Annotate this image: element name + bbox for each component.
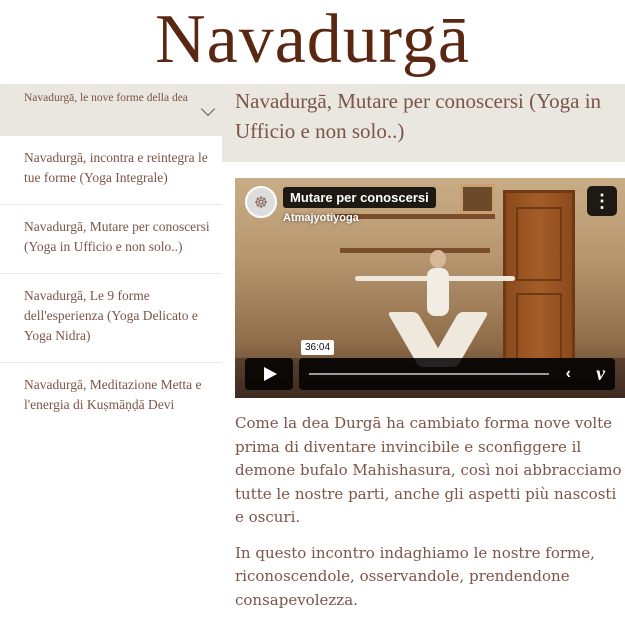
site-title: Navadurgā [155, 1, 470, 78]
play-button[interactable] [245, 358, 293, 390]
chapter-link[interactable]: Navadurgā, Meditazione Metta e l'energia di Kuṣmāṇḍā Devi [24, 377, 202, 412]
video-author[interactable]: Atmajyotiyoga [283, 212, 359, 224]
sidebar [0, 84, 222, 431]
chapter-link[interactable]: Navadurgā, Mutare per conoscersi (Yoga in Ufficio e non solo..) [0, 205, 222, 274]
video-title[interactable]: Mutare per conoscersi [283, 187, 436, 208]
page-title: Navadurgā, Mutare per conoscersi (Yoga in Ufficio e non solo..) [222, 84, 625, 162]
chapter-link[interactable]: Navadurgā, incontra e reintegra le tue forme (Yoga Integrale) [0, 136, 222, 205]
chapter-dropdown[interactable] [0, 84, 222, 136]
vimeo-icon[interactable]: v [596, 363, 605, 385]
video-frame-picture [460, 184, 495, 214]
dropdown-label: Navadurgā, le nove forme della dea [24, 92, 188, 104]
description [235, 412, 625, 624]
video-control-bar [299, 358, 615, 390]
video-frame-shelf [335, 214, 495, 219]
video-duration: 36:04 [301, 340, 334, 355]
more-vertical-icon[interactable]: ⋮ [587, 186, 617, 216]
channel-avatar[interactable]: ☸ [245, 186, 277, 218]
description-paragraph: Come la dea Durgā ha cambiato forma nove volte prima di diventare invincibile e sconfiggere il demone bufalo Mahishasura, così noi abbracciamo tutte le nostre parti, anche gli aspetti più nascosti e oscuri. [235, 414, 622, 526]
chevron-down-icon[interactable] [201, 102, 215, 116]
chapter-link[interactable]: Navadurgā, Le 9 forme dell'esperienza (Yoga Delicato e Yoga Nidra) [0, 274, 222, 363]
video-frame-door [503, 190, 575, 380]
chevron-left-icon[interactable]: ‹ [565, 365, 571, 382]
main-content [222, 84, 625, 609]
progress-bar[interactable] [309, 373, 549, 375]
description-paragraph: In questo incontro indaghiamo le nostre forme, riconoscendole, osservandole, prendendone consapevolezza. [235, 543, 595, 609]
video-frame-person [385, 250, 485, 370]
chapter-list [0, 136, 222, 431]
video-player[interactable] [235, 178, 625, 398]
